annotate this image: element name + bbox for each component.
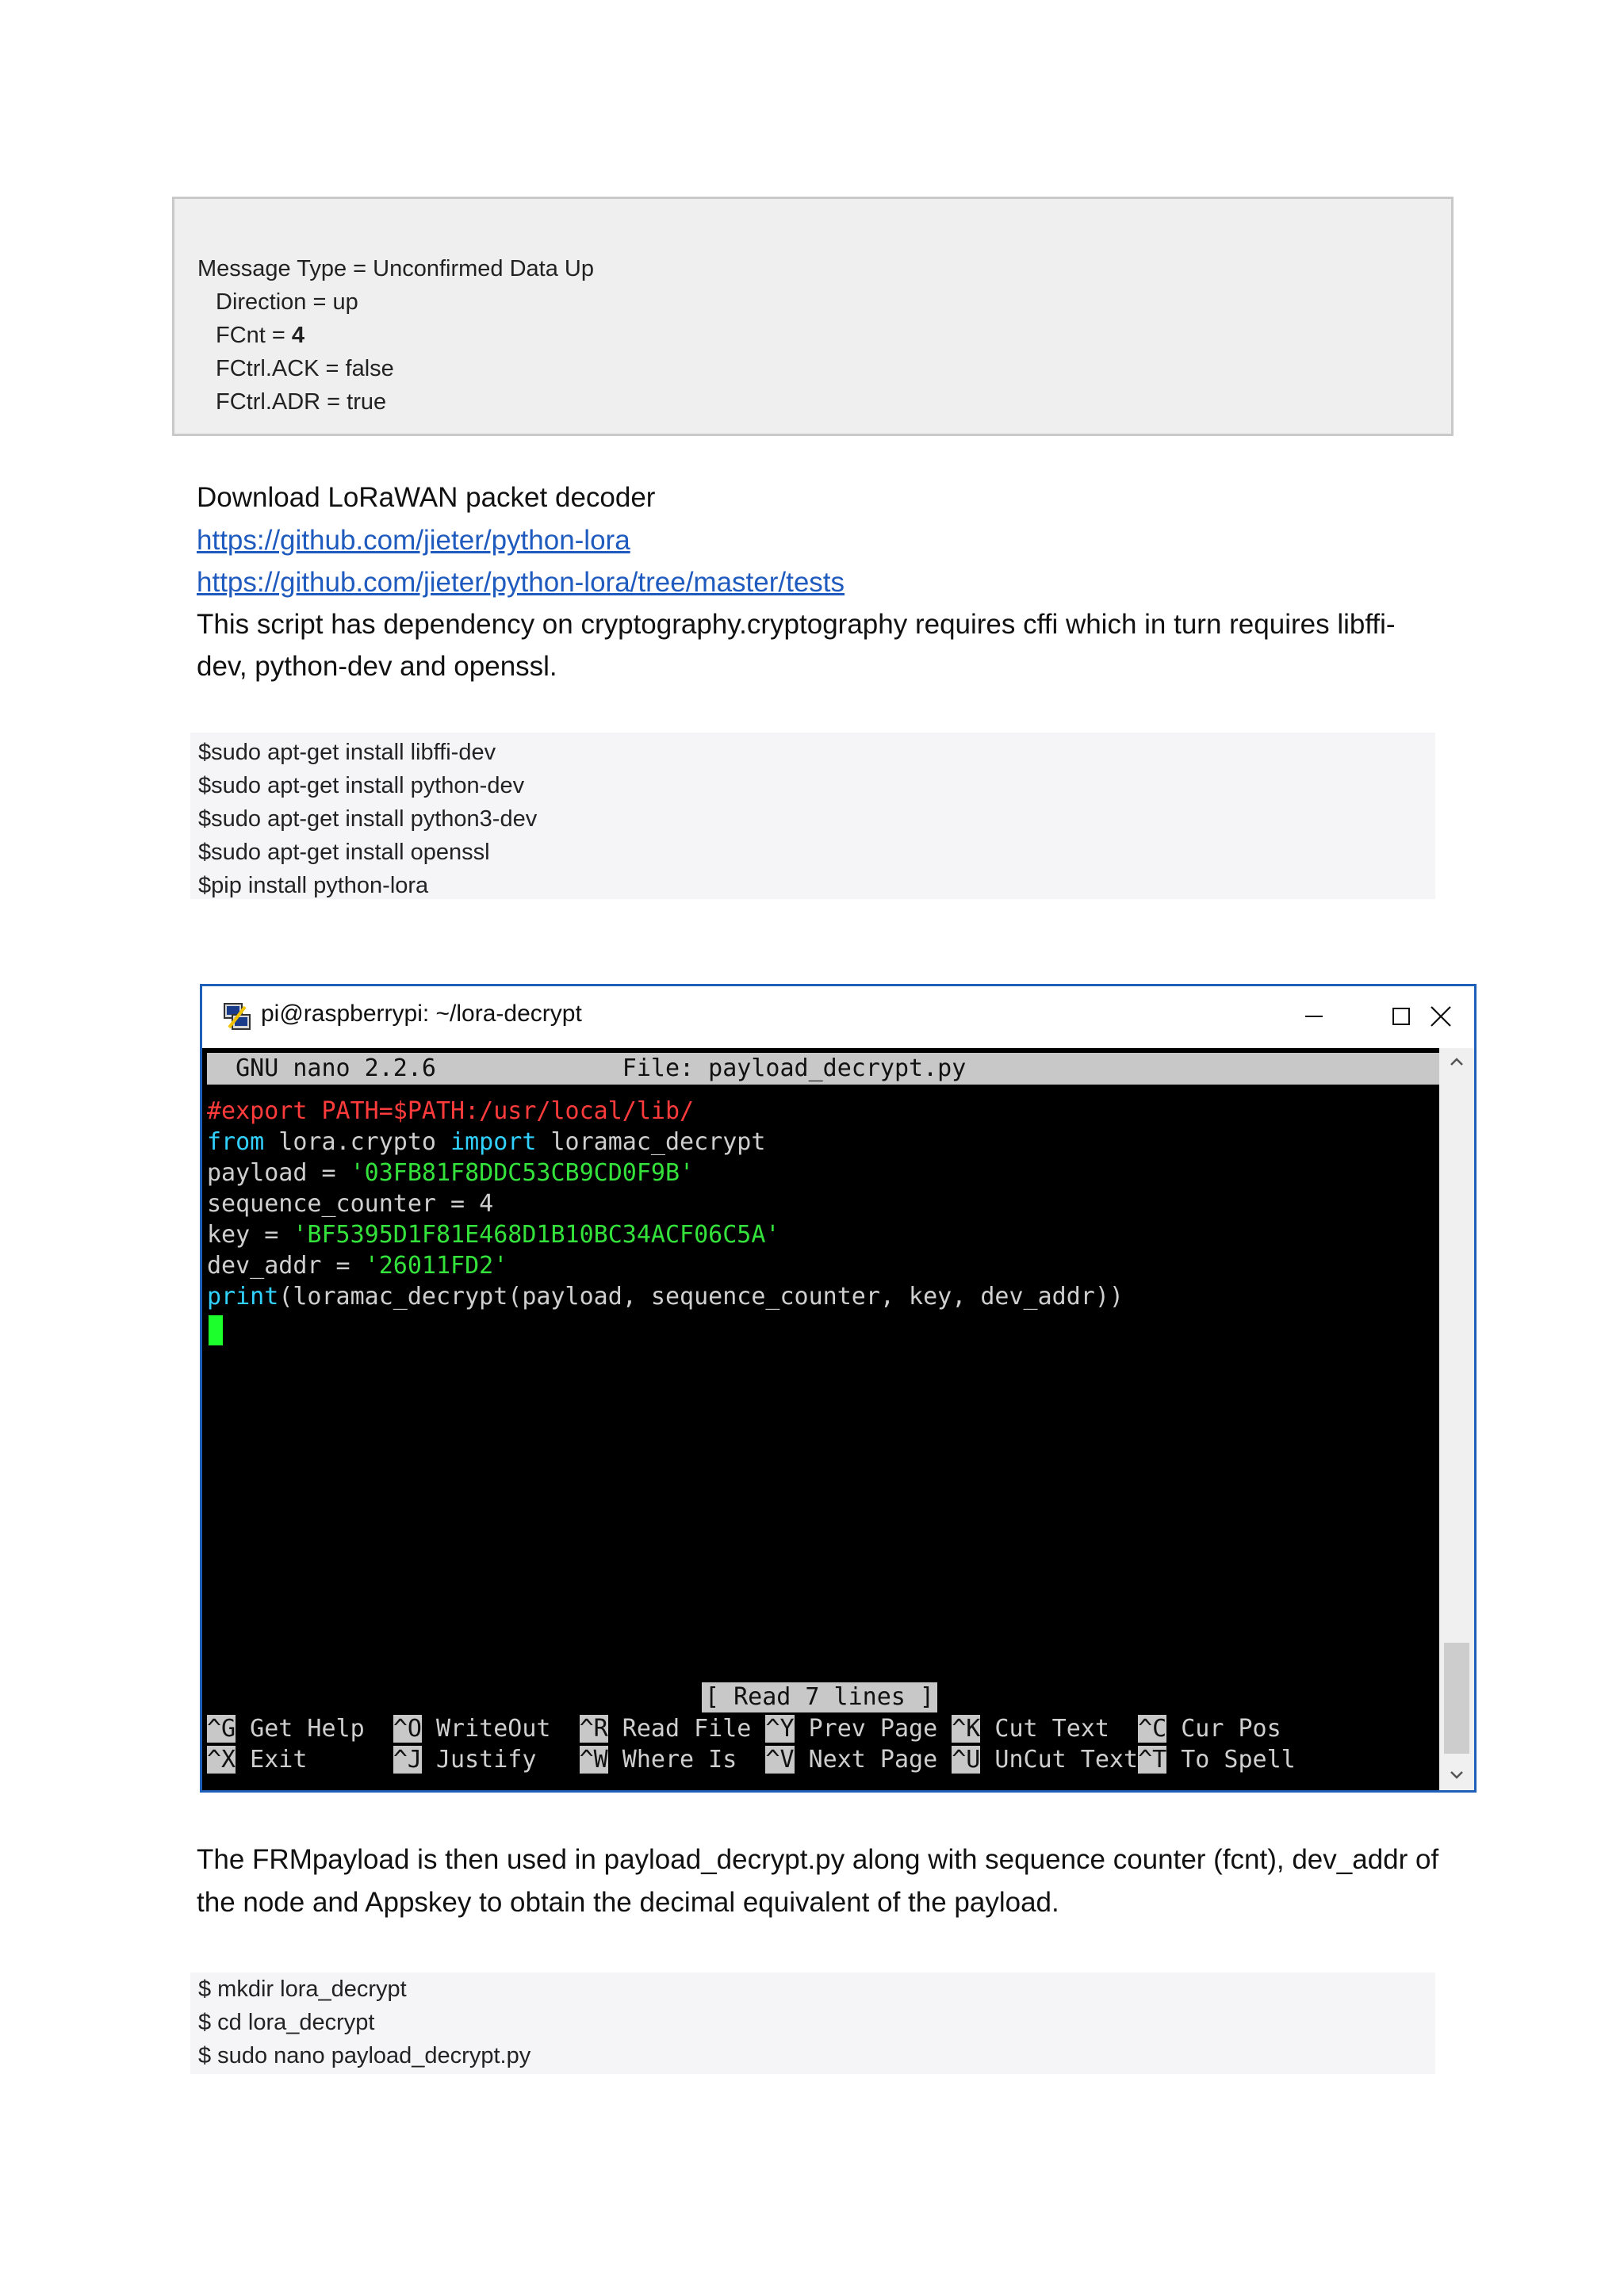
fcnt-value: 4 <box>291 323 305 348</box>
shortcut-label: Read File <box>607 1715 766 1743</box>
putty-icon <box>221 1001 253 1032</box>
shortcut-key: ^T <box>1138 1746 1167 1774</box>
shortcut-label: Next Page <box>794 1746 952 1774</box>
keyword-from: from <box>207 1128 265 1156</box>
shortcut-key: ^X <box>207 1746 236 1774</box>
window-titlebar[interactable] <box>202 986 1474 1048</box>
setup-commands-block <box>190 1973 1435 2074</box>
fcnt-line <box>216 320 304 351</box>
shortcut-label: Cur Pos <box>1166 1715 1281 1743</box>
window-title: pi@raspberrypi: ~/lora-decrypt <box>261 1001 582 1027</box>
code-line-4: sequence_counter = 4 <box>207 1190 494 1218</box>
module-name: lora.crypto <box>264 1128 451 1156</box>
scroll-down-arrow-icon[interactable] <box>1449 1766 1465 1782</box>
shortcut-label: WriteOut <box>421 1715 580 1743</box>
fcnt-label: FCnt = <box>216 323 292 348</box>
shortcut-key: ^J <box>393 1746 422 1774</box>
vertical-scrollbar[interactable] <box>1439 1048 1474 1790</box>
keyword-import: import <box>450 1128 537 1156</box>
code-line-5 <box>207 1219 779 1250</box>
code-line-7 <box>207 1281 1124 1312</box>
shortcut-label: Get Help <box>236 1715 393 1743</box>
shortcut-label: Prev Page <box>794 1715 952 1743</box>
dependency-paragraph-line1: This script has dependency on cryptography.cryptography requires cffi which in turn requires libffi- <box>197 609 1396 640</box>
minimize-button[interactable] <box>1290 994 1338 1039</box>
command-line: $pip install python-lora <box>198 873 429 898</box>
payload-var: payload = <box>207 1159 350 1187</box>
fctrl-ack-line: FCtrl.ACK = false <box>216 356 394 381</box>
payload-string: '03FB81F8DDC53CB9CD0F9B' <box>350 1159 695 1187</box>
message-info-box <box>172 197 1454 436</box>
message-type-line: Message Type = Unconfirmed Data Up <box>197 256 594 281</box>
shortcut-label: Cut Text <box>980 1715 1139 1743</box>
command-line: $ sudo nano payload_decrypt.py <box>198 2043 531 2068</box>
fctrl-adr-line: FCtrl.ADR = true <box>216 389 387 415</box>
direction-line: Direction = up <box>216 289 358 315</box>
shortcut-key: ^Y <box>765 1715 795 1743</box>
shortcut-key: ^R <box>579 1715 608 1743</box>
code-line-2 <box>207 1127 765 1158</box>
dependency-paragraph-line2: dev, python-dev and openssl. <box>197 651 557 682</box>
shortcut-key: ^U <box>952 1746 981 1774</box>
code-line-3 <box>207 1158 694 1188</box>
dev-addr-string: '26011FD2' <box>364 1252 508 1280</box>
payload-paragraph-line1: The FRMpayload is then used in payload_decrypt.py along with sequence counter (fcnt), dev_addr of <box>197 1844 1439 1875</box>
keyword-print: print <box>207 1283 279 1311</box>
command-line: $ mkdir lora_decrypt <box>198 1976 407 2002</box>
shortcut-key: ^C <box>1138 1715 1167 1743</box>
key-var: key = <box>207 1221 293 1249</box>
shortcut-row-2 <box>207 1744 1296 1775</box>
dev-addr-var: dev_addr = <box>207 1252 365 1280</box>
terminal-window <box>200 984 1477 1793</box>
status-message: [ Read 7 lines ] <box>702 1682 937 1712</box>
payload-paragraph-line2: the node and Appskey to obtain the decimal equivalent of the payload. <box>197 1887 1059 1918</box>
shortcut-key: ^O <box>393 1715 422 1743</box>
scroll-up-arrow-icon[interactable] <box>1449 1054 1465 1070</box>
print-args: (loramac_decrypt(payload, sequence_counter, key, dev_addr)) <box>278 1283 1124 1311</box>
close-button[interactable] <box>1417 994 1465 1039</box>
python-lora-tests-link[interactable]: https://github.com/jieter/python-lora/tree/master/tests <box>197 567 845 598</box>
text-cursor <box>209 1315 223 1345</box>
shortcut-key: ^V <box>765 1746 795 1774</box>
close-icon <box>1429 1004 1453 1028</box>
scrollbar-thumb[interactable] <box>1444 1643 1469 1754</box>
shortcut-label: To Spell <box>1166 1746 1296 1774</box>
install-commands-block <box>190 733 1435 899</box>
key-string: 'BF5395D1F81E468D1B10BC34ACF06C5A' <box>293 1221 780 1249</box>
shortcut-key: ^K <box>952 1715 981 1743</box>
command-line: $sudo apt-get install openssl <box>198 840 490 865</box>
shortcut-label: UnCut Text <box>980 1746 1139 1774</box>
nano-header-bar: GNU nano 2.2.6 File: payload_decrypt.py <box>207 1053 1439 1085</box>
shortcut-label: Exit <box>236 1746 393 1774</box>
import-name: loramac_decrypt <box>536 1128 766 1156</box>
command-line: $sudo apt-get install python-dev <box>198 773 525 798</box>
shortcut-key: ^G <box>207 1715 236 1743</box>
shortcut-label: Where Is <box>607 1746 766 1774</box>
minimize-icon <box>1303 1005 1325 1027</box>
shortcut-row-1 <box>207 1713 1281 1744</box>
python-lora-link[interactable]: https://github.com/jieter/python-lora <box>197 525 630 556</box>
command-line: $sudo apt-get install python3-dev <box>198 806 538 832</box>
command-line: $sudo apt-get install libffi-dev <box>198 740 496 765</box>
maximize-icon <box>1390 1005 1412 1027</box>
terminal-screen[interactable] <box>202 1048 1439 1790</box>
code-line-1: #export PATH=$PATH:/usr/local/lib/ <box>207 1097 695 1125</box>
command-line: $ cd lora_decrypt <box>198 2010 375 2035</box>
section-heading: Download LoRaWAN packet decoder <box>197 482 656 513</box>
shortcut-label: Justify <box>421 1746 580 1774</box>
code-line-6 <box>207 1250 508 1281</box>
shortcut-key: ^W <box>579 1746 608 1774</box>
